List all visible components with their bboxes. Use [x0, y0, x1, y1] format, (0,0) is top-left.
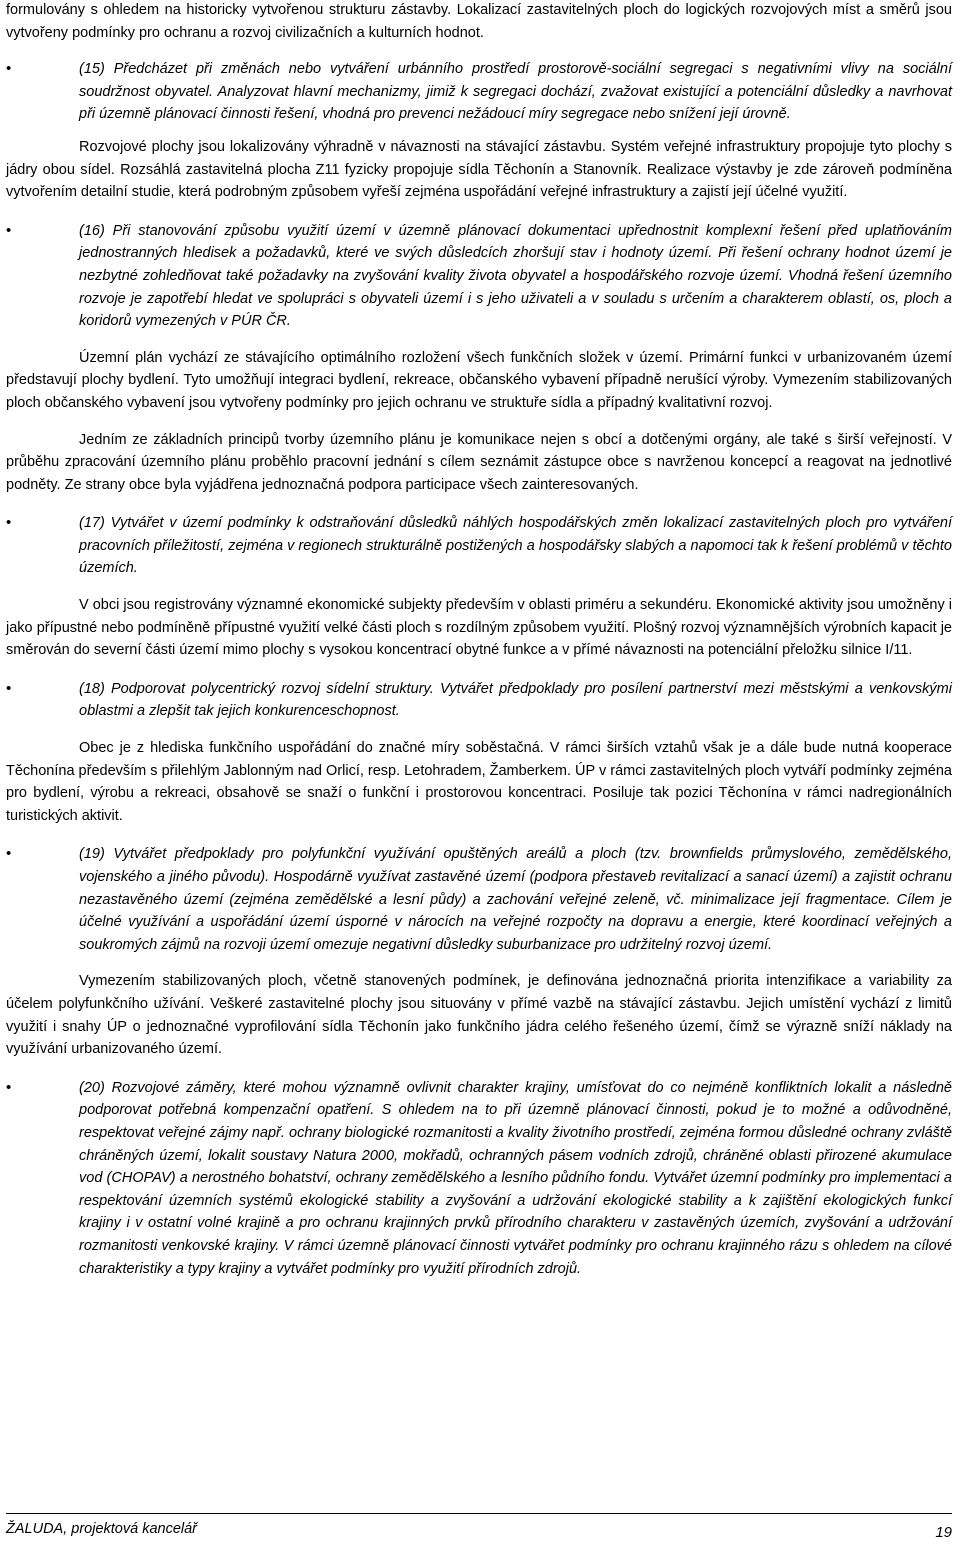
footer-company: ŽALUDA, projektová kancelář [6, 1521, 197, 1537]
priority-18 [6, 678, 952, 723]
priority-text: (17) Vytvářet v území podmínky k odstraňování důsledků náhlých hospodářských změn lokalizací zastavitelných ploch pro vytváření pracovních příležitostí, zejména v regionech strukturálně postižených a hospodářsky slabých a napomoci tak k řešení problémů v těchto územích. [79, 515, 952, 577]
priority-15 [6, 58, 952, 126]
priority-text: (15) Předcházet při změnách nebo vytváření urbánního prostředí prostorově-sociální segregaci s negativními vlivy na sociální soudržnost obyvatel. Analyzovat hlavní mechanizmy, jimiž k segregaci dochází, zvažovat existující a potenciální důsledky a navrhovat při územně plánovací činnosti řešení, vhodná pro prevenci nežádoucí míry segregace nebo snížení její úrovně. [79, 61, 952, 123]
footer-divider [6, 1513, 952, 1514]
priority-17 [6, 512, 952, 580]
bullet-icon: • [6, 1078, 12, 1096]
bullet-icon: • [6, 679, 12, 697]
body-paragraph: Rozvojové plochy jsou lokalizovány výhradně v návaznosti na stávající zástavbu. Systém veřejné infrastruktury propojuje tyto plochy s jádry obou sídel. Rozsáhlá zastavitelná plocha Z11 fyzicky propojuje sídla Těchonín a Stanovník. Realizace výstavby je zde zároveň podmíněna vytvořením detailní studie, která podrobným způsobem vyřeší zejména uspořádání veřejné infrastruktury a zajistí její účelné využití. [6, 138, 952, 201]
priority-text: (19) Vytvářet předpoklady pro polyfunkční využívání opuštěných areálů a ploch (tzv. brownfields průmyslového, zemědělského, vojenského a jiného původu). Hospodárně využívat zastavěné území (podpora přestaveb revitalizací a sanací území) a zajistit ochranu nezastavěného území (zejména zemědělské a lesní půdy) a zachování veřejné zeleně, vč. minimalizace její fragmentace. Cílem je účelné využívání a uspořádání území úsporné v nárocích na veřejné rozpočty na dopravu a energie, které koordinací veřejných a soukromých zájmů na rozvoji území omezuje negativní důsledky suburbanizace pro udržitelný rozvoj území. [79, 846, 952, 953]
body-paragraph: V obci jsou registrovány významné ekonomické subjekty především v oblasti priméru a sekundéru. Ekonomické aktivity jsou umožněny i jako přípustné nebo podmíněně přípustné využití velké části ploch s rozdílným způsobem využití. Plošný rozvoj významnějších výrobních kapacit je směrován do severní části území mimo plochy s vysokou koncentrací obytné funkce a v přímé návaznosti na potenciální přeložku silnice I/11. [6, 597, 952, 659]
body-paragraph: Vymezením stabilizovaných ploch, včetně stanovených podmínek, je definována jednoznačná priorita intenzifikace a variability za účelem polyfunkčního užívání. Veškeré zastavitelné plochy jsou situovány v přímé vazbě na stávající zástavbu. Jejich umístění vychází z limitů využití i snahy ÚP o jednoznačné vyprofilování sídla Těchonín jako funkčního jádra celého řešeného území, čímž se výrazně sníží náklady na využívání urbanizovaného území. [6, 973, 952, 1058]
priority-text: (18) Podporovat polycentrický rozvoj sídelní struktury. Vytvářet předpoklady pro posílení partnerství mezi městskými a venkovskými oblastmi a zlepšit tak jejich konkurenceschopnost. [79, 680, 952, 720]
bullet-icon: • [6, 221, 12, 239]
bullet-icon: • [6, 845, 12, 863]
body-paragraph: Územní plán vychází ze stávajícího optimálního rozložení všech funkčních složek v území. Primární funkci v urbanizovaném území představují plochy bydlení. Tyto umožňují integraci bydlení, rekreace, občanského vybavení případně nerušící výroby. Vymezením stabilizovaných ploch občanského vybavení jsou vytvořeny podmínky pro jejich ochranu ve struktuře sídla a případný kvalitativní rozvoj. [6, 349, 952, 411]
body-paragraph: Obec je z hlediska funkčního uspořádání do značné míry soběstačná. V rámci širších vztahů však je a dále bude nutná kooperace Těchonína především s přilehlým Jablonným nad Orlicí, resp. Letohradem, Žamberkem. ÚP v rámci zastavitelných ploch vytváří podmínky zejména pro bydlení, výrobu a rekreaci, obsahově se snaží o funkční i prostorovou koncentraci. Posiluje tak pozici Těchonína v rámci nadregionálních turistických aktivit. [6, 740, 952, 824]
body-paragraph: Jedním ze základních principů tvorby územního plánu je komunikace nejen s obcí a dotčenými orgány, ale také s širší veřejností. V průběhu zpracování územního plánu proběhlo pracovní jednání s cílem seznámit zástupce obce s navrženou koncepcí a reagovat na jednotlivé podněty. Ze strany obce byla vyjádřena jednoznačná podpora participace všech zainteresovaných. [6, 431, 952, 493]
intro-paragraph: formulovány s ohledem na historicky vytvořenou strukturu zástavby. Lokalizací zastavitelných ploch do logických rozvojových míst a směrů jsou vytvořeny podmínky pro ochranu a rozvoj civilizačních a kulturních hodnot. [6, 2, 952, 41]
bullet-icon: • [6, 514, 12, 532]
page-number: 19 [935, 1524, 952, 1541]
priority-19 [6, 843, 952, 956]
priority-text: (16) Při stanovování způsobu využití území v územně plánovací dokumentaci upřednostnit komplexní řešení před uplatňováním jednostranných hledisek a požadavků, které ve svých důsledcích zhoršují stav i hodnoty území. Při řešení ochrany hodnot území je nezbytné zohledňovat také požadavky na zvyšování kvality života obyvatel a hospodářského rozvoje území. Vhodná řešení územního rozvoje je zapotřebí hledat ve spolupráci s obyvateli území i s jeho uživateli a v souladu s určením a charakterem oblastí, os, ploch a koridorů vymezených v PÚR ČR. [79, 222, 952, 330]
priority-20 [6, 1077, 952, 1280]
document-page [6, 0, 952, 1280]
bullet-icon: • [6, 60, 12, 78]
priority-text: (20) Rozvojové záměry, které mohou významně ovlivnit charakter krajiny, umísťovat do co nejméně konfliktních lokalit a následně podporovat potřebná kompenzační opatření. S ohledem na to při územně plánovací činnosti, pokud je to možné a odůvodněné, respektovat veřejné zájmy např. ochrany biologické rozmanitosti a kvality životního prostředí, zejména formou důsledné ochrany zvláště chráněných území, lokalit soustavy Natura 2000, mokřadů, ochranných pásem vodních zdrojů, chráněné oblasti přirozené akumulace vod (CHOPAV) a nerostného bohatství, ochrany zemědělského a lesního půdního fondu. Vytvářet územní podmínky pro implementaci a respektování územních systémů ekologické stability a zvyšování a udržování ekologické stability a k zajištění ekologických funkcí krajiny i v ostatní volné krajině a pro ochranu krajinných prvků přírodního charakteru v zastavěných územích, zvyšování a udržování rozmanitosti venkovské krajiny. V rámci územně plánovací činnosti vytvářet podmínky pro ochranu krajinného rázu s ohledem na cílové charakteristiky a typy krajiny a vytvářet podmínky pro využití přírodních zdrojů. [79, 1079, 952, 1277]
priority-16 [6, 220, 952, 333]
